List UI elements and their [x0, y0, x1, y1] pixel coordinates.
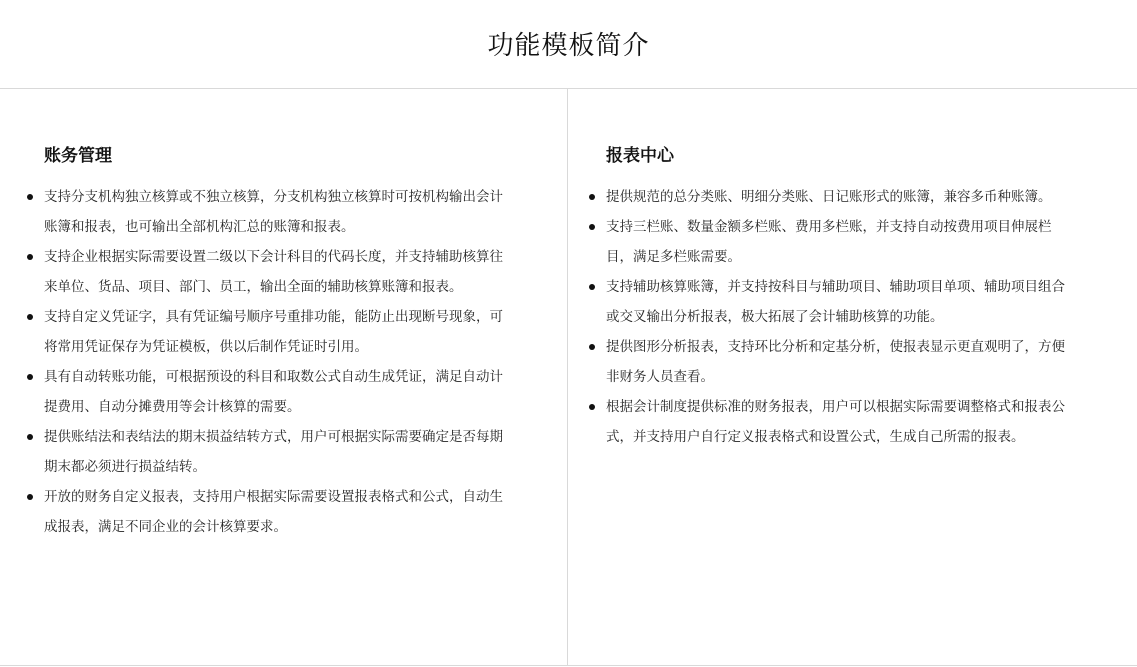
feature-text: 支持企业根据实际需要设置二级以下会计科目的代码长度，并支持辅助核算往来单位、货品、项目、部门、员工，输出全面的辅助核算账簿和报表。 — [44, 249, 503, 295]
feature-text: 支持分支机构独立核算或不独立核算，分支机构独立核算时可按机构输出会计账簿和报表，也可输出全部机构汇总的账簿和报表。 — [44, 189, 503, 235]
feature-text: 具有自动转账功能，可根据预设的科目和取数公式自动生成凭证，满足自动计提费用、自动分摊费用等会计核算的需要。 — [44, 369, 503, 415]
bottom-divider — [0, 665, 1137, 666]
accounting-management-title: 账务管理 — [44, 146, 112, 166]
list-item — [606, 182, 1074, 212]
report-center-panel — [568, 89, 1137, 666]
list-item — [606, 212, 1074, 272]
list-item — [44, 482, 510, 542]
bullet-icon — [27, 494, 33, 500]
feature-text: 开放的财务自定义报表，支持用户根据实际需要设置报表格式和公式，自动生成报表，满足不同企业的会计核算要求。 — [44, 489, 503, 535]
bullet-icon — [589, 404, 595, 410]
bullet-icon — [589, 224, 595, 230]
page-header — [0, 0, 1137, 89]
feature-text: 支持三栏账、数量金额多栏账、费用多栏账，并支持自动按费用项目伸展栏目，满足多栏账需要。 — [606, 219, 1052, 265]
bullet-icon — [589, 194, 595, 200]
bullet-icon — [27, 194, 33, 200]
list-item — [44, 422, 510, 482]
report-center-title: 报表中心 — [606, 146, 674, 166]
list-item — [606, 272, 1074, 332]
feature-text: 提供图形分析报表，支持环比分析和定基分析，使报表显示更直观明了，方便非财务人员查看。 — [606, 339, 1065, 385]
list-item — [44, 242, 510, 302]
feature-text: 根据会计制度提供标准的财务报表，用户可以根据实际需要调整格式和报表公式，并支持用户自行定义报表格式和设置公式，生成自己所需的报表。 — [606, 399, 1065, 445]
bullet-icon — [27, 374, 33, 380]
list-item — [44, 362, 510, 422]
feature-columns — [0, 89, 1137, 666]
list-item — [44, 182, 510, 242]
feature-text: 支持辅助核算账簿，并支持按科目与辅助项目、辅助项目单项、辅助项目组合或交叉输出分析报表，极大拓展了会计辅助核算的功能。 — [606, 279, 1065, 325]
accounting-management-panel — [0, 89, 568, 666]
bullet-icon — [27, 254, 33, 260]
feature-text: 支持自定义凭证字，具有凭证编号顺序号重排功能，能防止出现断号现象，可将常用凭证保存为凭证模板，供以后制作凭证时引用。 — [44, 309, 503, 355]
feature-text: 提供规范的总分类账、明细分类账、日记账形式的账簿，兼容多币种账簿。 — [606, 189, 1052, 205]
report-feature-list — [606, 182, 1097, 452]
page-title: 功能模板简介 — [487, 30, 650, 61]
bullet-icon — [27, 314, 33, 320]
list-item — [606, 392, 1074, 452]
list-item — [606, 332, 1074, 392]
bullet-icon — [589, 344, 595, 350]
bullet-icon — [27, 434, 33, 440]
bullet-icon — [589, 284, 595, 290]
accounting-feature-list — [44, 182, 527, 542]
feature-text: 提供账结法和表结法的期末损益结转方式，用户可根据实际需要确定是否每期期末都必须进行损益结转。 — [44, 429, 503, 475]
list-item — [44, 302, 510, 362]
